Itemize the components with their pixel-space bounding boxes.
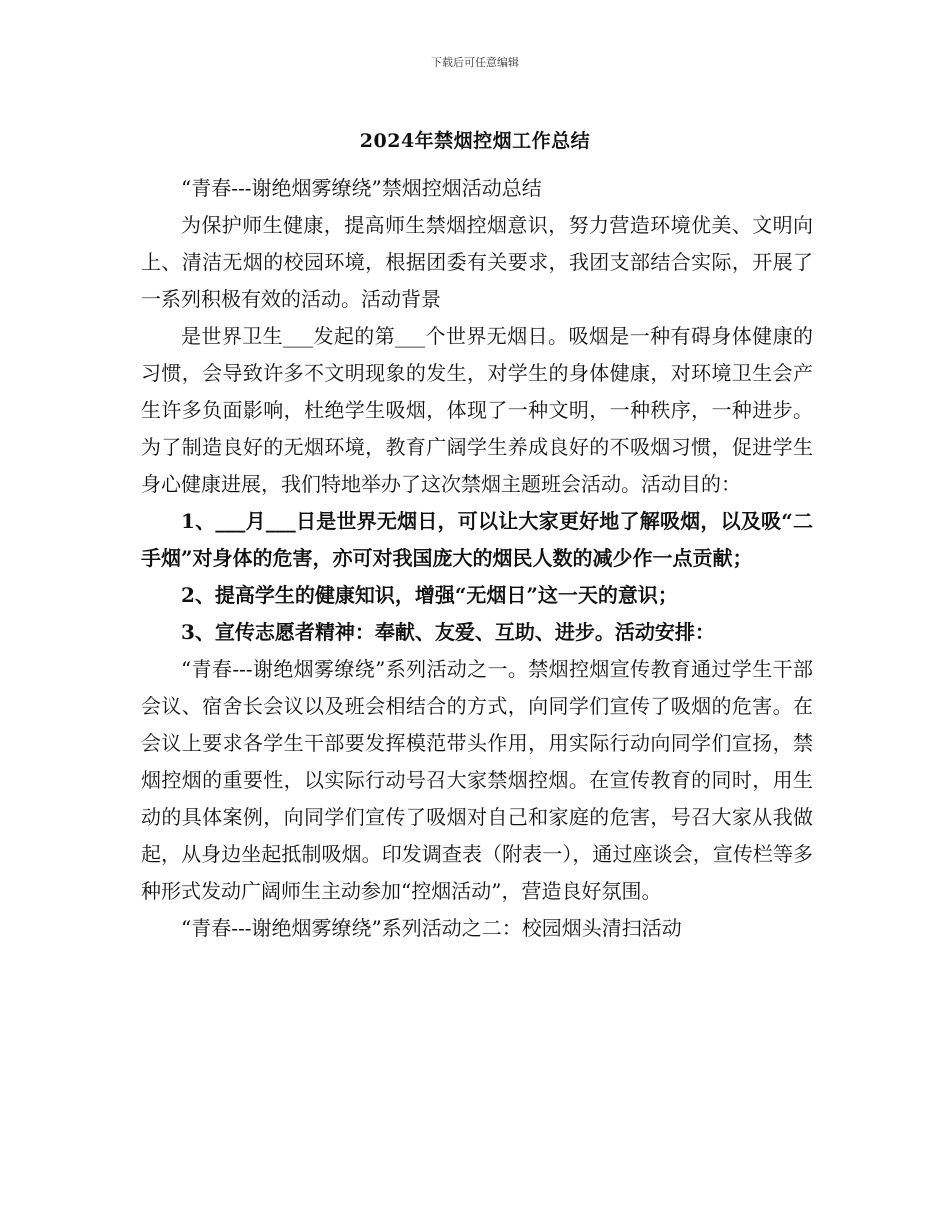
paragraph-intro: 为保护师生健康，提高师生禁烟控烟意识，努力营造环境优美、文明向上、清洁无烟的校园环境，根据团委有关要求，我团支部结合实际，开展了一系列积极有效的活动。活动背景	[141, 213, 813, 311]
paragraph-goal-3: 3、宣传志愿者精神：奉献、友爱、互助、进步。活动安排：	[181, 620, 715, 644]
document-body	[141, 170, 813, 947]
paragraph-background: 是世界卫生___发起的第___个世界无烟日。吸烟是一种有碍身体健康的习惯，会导致许多不文明现象的发生，对学生的身体健康，对环境卫生会产生许多负面影响，杜绝学生吸烟，体现了一种文明，一种秩序，一种进步。为了制造良好的无烟环境，教育广阔学生养成良好的不吸烟习惯，促进学生身心健康进展，我们特地举办了这次禁烟主题班会活动。活动目的：	[141, 324, 813, 496]
document-title: 2024年禁烟控烟工作总结	[359, 130, 591, 152]
paragraph-goal-2: 2、提高学生的健康知识，增强“无烟日”这一天的意识；	[181, 583, 678, 607]
paragraph-activity-1: “青春---谢绝烟雾缭绕”系列活动之一。禁烟控烟宣传教育通过学生干部会议、宿舍长会议以及班会相结合的方式，向同学们宣传了吸烟的危害。在会议上要求各学生干部要发挥模范带头作用，用实际行动向同学们宣扬，禁烟控烟的重要性，以实际行动号召大家禁烟控烟。在宣传教育的同时，用生动的具体案例，向同学们宣传了吸烟对自己和家庭的危害，号召大家从我做起，从身边坐起抵制吸烟。印发调查表（附表一），通过座谈会，宣传栏等多种形式发动广阔师生主动参加“控烟活动”，营造良好氛围。	[141, 657, 813, 903]
paragraph-goal-1: 1、___月___日是世界无烟日，可以让大家更好地了解吸烟，以及吸“二手烟”对身体的危害，亦可对我国庞大的烟民人数的减少作一点贡献；	[141, 509, 813, 570]
header-note: 下载后可任意编辑	[431, 56, 519, 69]
paragraph-subtitle: “青春---谢绝烟雾缭绕”禁烟控烟活动总结	[181, 176, 542, 200]
paragraph-activity-2: “青春---谢绝烟雾缭绕”系列活动之二：校园烟头清扫活动	[181, 916, 682, 940]
